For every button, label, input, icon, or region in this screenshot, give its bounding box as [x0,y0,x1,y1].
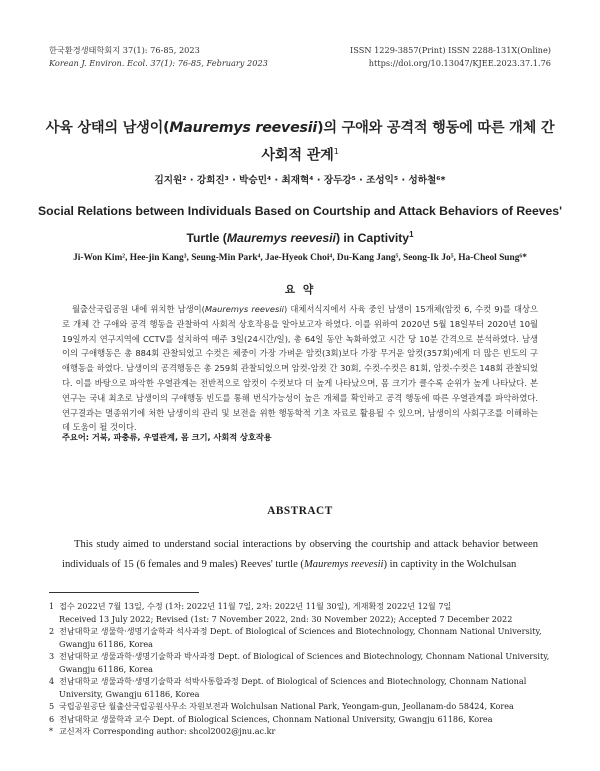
footnote-text: 접수 2022년 7월 13일, 수정 (1차: 2022년 11월 7일, 2차: 2022년 11월 30일), 게재확정 2022년 12월 7일 Received 13 July 2022; Revised (1st: 7 November 2022, 2nd: 30 November 2022); Accepted 7 December 2022 [59,601,513,624]
title-english [30,199,570,250]
summary-ko-pre: 월출산국립공원 내에 위치한 남생이( [72,304,205,314]
summary-ko-species: Mauremys reevesii [204,304,284,314]
abstract-english [62,535,538,574]
footnote-label: 1 [49,601,55,611]
footnote-text: 국립공원공단 월출산국립공원사무소 자원보전과 Wolchulsan National Park, Yeongam-gun, Jeollanam-do 58424, Korea [59,701,514,711]
footnote-item [49,650,563,675]
footnote-item [49,700,563,713]
summary-ko-post: ) 대체서식지에서 사육 중인 남생이 15개체(암컷 6, 수컷 9)를 대상으로 개체 간 구애와 공격 행동을 관찰하여 사회적 상호작용을 알아보고자 하였다. 이를 위하여 2020년 5월 18일부터 2020년 10월 19일까지 연구지역에 CCTV를 설치하여 매주 3일(24시간/일), 총 64일 동안 녹화하였고 시간 당 10분 간격으로 분석하였다. 남생이의 구애행동은 총 884회 관찰되었고 수컷은 체중이 가장 가벼운 암컷(3회)보다 가장 무거운 암컷(357회)에게 더 많은 빈도의 구애행동을 하였다. 남생이의 공격행동은 총 259회 관찰되었으며 암컷-암컷 간 30회, 수컷-수컷은 81회, 암컷-수컷은 148회 관찰되었다. 이를 바탕으로 파악한 우열관계는 전반적으로 암컷이 수컷보다 더 높게 나타났으며, 몸 크기가 클수록 순위가 높게 나타났다. 본 연구는 국내 최초로 남생이의 구애행동 빈도를 통해 번식가능성이 높은 개체를 확인하고 공격 행동에 따른 우열관계를 파악하였다. 연구결과는 멸종위기에 처한 남생이의 관리 및 보전을 위한 행동학적 기초 자료로 활용될 수 있으며, 남생이의 사회구조를 이해하는 데 도움이 될 것이다. [62,304,539,433]
footnote-text: 전남대학교 생물과학·생명기술학과 박사과정 Dept. of Biological of Sciences and Biotechnology, Chonnam National University, Gwangju 61186, Korea [59,651,550,674]
footnote-label: 4 [49,676,55,686]
footnote-label: 2 [49,626,55,636]
title-en-part1: Turtle ( [186,231,227,246]
abstract-heading: ABSTRACT [267,505,333,517]
footnote-item [49,600,563,625]
title-en-species: Mauremys reevesii [226,231,336,246]
footnote-item [49,713,563,726]
footnote-text: 전남대학교 생물학·생명기술학과 석사과정 Dept. of Biological of Sciences and Biotechnology, Chonnam National University, Gwangju 61186, Korea [59,626,542,649]
footnote-label: 5 [49,701,55,711]
journal-header [49,44,268,70]
abstract-en-species: Mauremys reevesii [303,558,384,570]
footnote-divider [49,592,199,593]
title-ko-part2: )의 구애와 공격적 행동에 따른 개체 간 [317,120,555,136]
summary-korean [62,302,538,435]
footnote-text: 전남대학교 생물과학·생명기술학과 석박사통합과정 Dept. of Biological of Sciences and Biotechnology, Chonnam National University, Gwangju 61186, Korea [59,676,527,699]
footnote-item [49,675,563,700]
summary-heading: 요 약 [284,283,316,296]
abstract-en-post: ) in captivity in the Wolchulsan [383,558,517,570]
keywords: 주요어: 거북, 파충류, 우열관계, 몸 크기, 사회적 상호작용 [62,432,272,442]
footnotes [49,600,563,738]
issn-doi-header [350,44,551,70]
title-korean [30,116,570,168]
corresponding-author: 교신저자 Corresponding author: shcol2002@jnu.ac.kr [59,726,276,736]
abstract-en-pre: This study aimed to understand social interactions by observing the courtship and attack behavior between individuals of 15 (6 females and 9 males) Reeves' turtle ( [62,539,538,570]
journal-name-ko: 한국환경생태학회지 37(1): 76-85, 2023 [49,45,200,55]
issn: ISSN 1229-3857(Print) ISSN 2288-131X(Online) [350,45,551,55]
authors-korean: 김지원² · 강희진³ · 박승민⁴ · 최재혁⁴ · 장두강⁵ · 조성익⁵ · 성하철⁶* [154,175,446,186]
title-en-line1: Social Relations between Individuals Based on Courtship and Attack Behaviors of Reeves' [38,204,562,218]
footnote-label: 3 [49,651,55,661]
footnote-item [49,625,563,650]
footnote-item [49,725,563,738]
footnote-label: 6 [49,713,55,724]
title-ko-footnote-mark[interactable]: 1 [333,147,339,156]
footnote-label: * [49,726,54,736]
title-ko-species: Mauremys reevesii [169,120,318,136]
authors-english: Ji-Won Kim², Hee-jin Kang³, Seung-Min Park⁴, Jae-Hyeok Choi⁴, Du-Kang Jang⁵, Seong-Ik Jo⁵, Ha-Cheol Sung⁶* [73,253,527,263]
doi-link[interactable]: https://doi.org/10.13047/KJEE.2023.37.1.76 [368,58,551,68]
footnote-text: 전남대학교 생물학과 교수 Dept. of Biological Sciences, Chonnam National University, Gwangju 61186, Korea [59,713,493,724]
title-ko-line2: 사회적 관계 [261,147,334,164]
title-en-footnote-mark[interactable]: 1 [409,230,414,239]
title-en-part2: ) in Captivity [335,231,410,246]
journal-name-en: Korean J. Environ. Ecol. 37(1): 76-85, February 2023 [49,58,268,68]
title-ko-part1: 사육 상태의 남생이( [45,120,170,136]
